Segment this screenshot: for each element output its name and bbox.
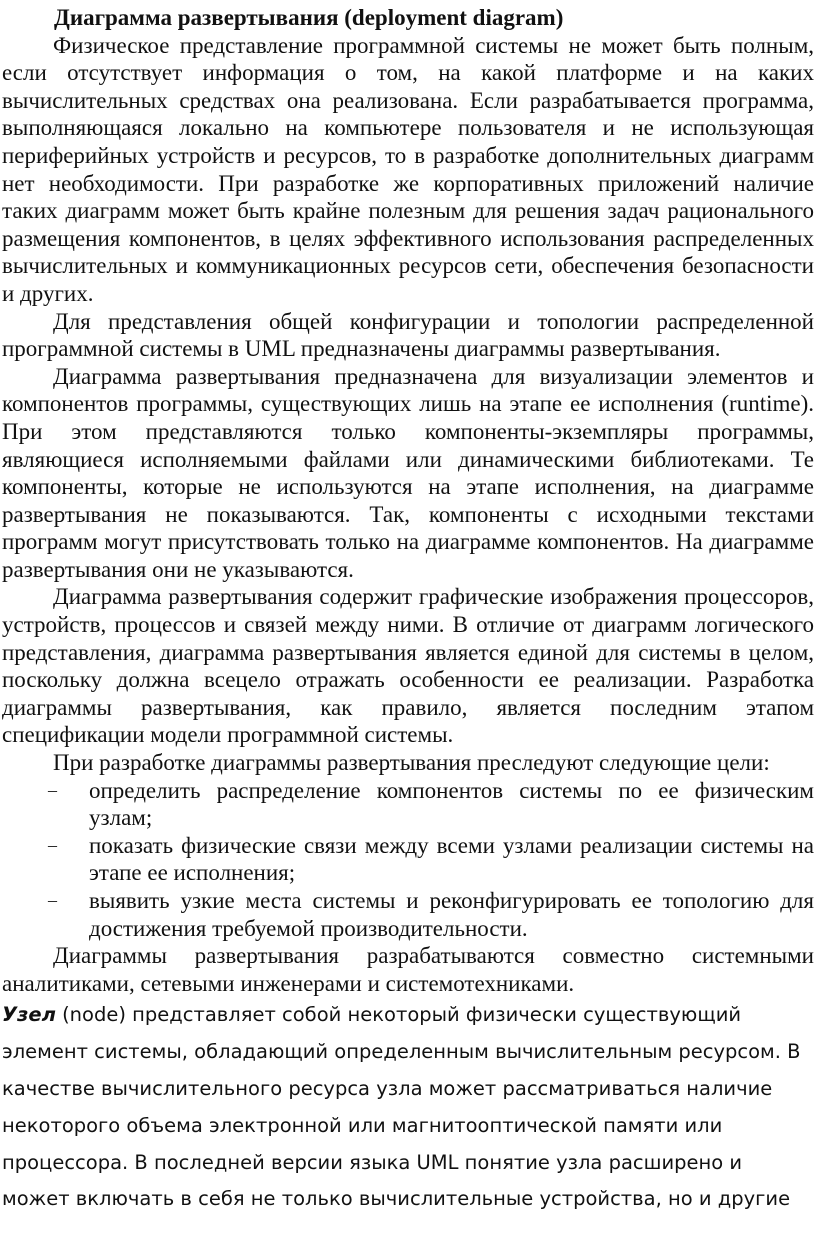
list-item bbox=[2, 832, 814, 887]
list-item-text: выявить узкие места системы и реконфигурировать ее топологию для достижения требуемой производительности. bbox=[89, 888, 814, 941]
node-definition-text: (node) представляет собой некоторый физически существующий элемент системы, обладающий определенным вычислительным ресурсом. В качестве вычислительного ресурса узла может рассматриваться наличие некоторого объема электронной или магнитооптической памяти или процессора. В последней версии языка UML понятие узла расширено и может включать в себя не только вычислительные устройства, но и другие bbox=[2, 1003, 801, 1211]
document-body bbox=[2, 32, 814, 998]
dash-bullet: – bbox=[48, 890, 57, 910]
list-item-text: показать физические связи между всеми узлами реализации системы на этапе ее исполнения; bbox=[89, 832, 814, 886]
dash-bullet: – bbox=[48, 779, 57, 800]
paragraph: Для представления общей конфигурации и топологии распределенной программной системы в UML предназначены диаграммы развертывания. bbox=[2, 308, 814, 362]
list-item bbox=[2, 887, 814, 942]
paragraph: Диаграммы развертывания разрабатываются совместно системными аналитиками, сетевыми инженерами и системотехниками. bbox=[2, 943, 814, 996]
goals-list bbox=[2, 777, 814, 943]
dash-bullet: – bbox=[48, 834, 57, 855]
paragraph: Физическое представление программной системы не может быть полным, если отсутствует информация о том, на какой платформе и на каких вычислительных средствах она реализована. Если разрабатывается программа, выполняющаяся локально на компьютере пользователя и не использующая периферийных устройств и ресурсов, то в разработке дополнительных диаграмм нет необходимости. При разработке же корпоративных приложений наличие таких диаграмм может быть крайне полезным для решения задач рационального размещения компонентов, в целях эффективного использования распределенных вычислительных и коммуникационных ресурсов сети, обеспечения безопасности и других. bbox=[2, 32, 814, 306]
document-title: Диаграмма развертывания (deployment diagram) bbox=[54, 5, 564, 30]
paragraph: Диаграмма развертывания предназначена для визуализации элементов и компонентов программы, существующих лишь на этапе ее исполнения (runtime). При этом представляются только компоненты-экземпляры программы, являющиеся исполняемыми файлами или динамическими библиотеками. Те компоненты, которые не используются на этапе исполнения, на диаграмме развертывания не показываются. Так, компоненты с исходными текстами программ могут присутствовать только на диаграмме компонентов. На диаграмме развертывания они не указываются. bbox=[2, 363, 814, 582]
node-definition-paragraph bbox=[2, 997, 814, 1218]
node-term: Узел bbox=[2, 1003, 56, 1027]
paragraph: Диаграмма развертывания содержит графические изображения процессоров, устройств, процессов и связей между ними. В отличие от диаграмм логического представления, диаграмма развертывания является единой для системы в целом, поскольку должна всецело отражать особенности ее реализации. Разработка диаграммы развертывания, как правило, является последним этапом спецификации модели программной системы. bbox=[2, 584, 814, 748]
list-item bbox=[2, 777, 814, 832]
goals-intro: При разработке диаграммы развертывания преследуют следующие цели: bbox=[53, 750, 770, 776]
list-item-text: определить распределение компонентов системы по ее физическим узлам; bbox=[89, 777, 814, 831]
